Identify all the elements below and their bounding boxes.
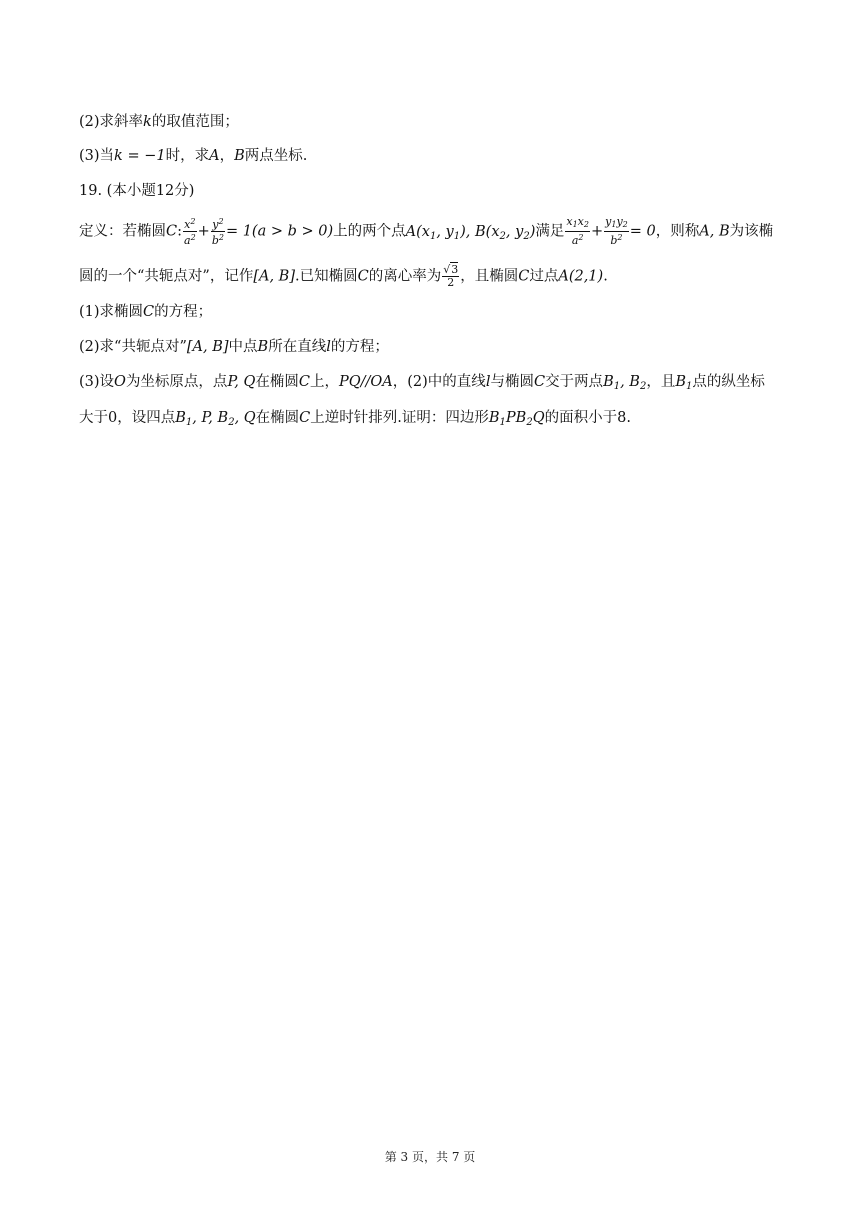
- line2-text-b: .已知椭圆: [295, 268, 358, 285]
- point-a-21: A(2,1): [558, 268, 604, 285]
- sub3-ellipse-c2: C: [533, 374, 546, 390]
- line2-ellipse-c2: C: [518, 268, 530, 285]
- q3-text: 当: [99, 148, 115, 164]
- bracket-ab: [A, B]: [253, 268, 295, 285]
- q2-var-k: k: [143, 114, 152, 130]
- q3-point-b: B: [234, 148, 245, 164]
- line2-text-d: ，且椭圆: [460, 268, 519, 285]
- sub3-line2-text-a: 大于0，设四点: [79, 410, 176, 426]
- prev-question-2: [79, 111, 239, 133]
- fraction-y2-b2: $\frac{y^2}{b^2}$: [211, 217, 224, 247]
- sub3-parallel: PQ//OA: [338, 374, 393, 390]
- sub2-text-a: (2)求“共轭点对”: [79, 339, 187, 355]
- sub3-ellipse-c: C: [298, 374, 310, 390]
- sub3-quadrilateral: $B_1PB_2Q$: [488, 410, 545, 428]
- sub3-text-a: (3)设: [79, 374, 115, 390]
- q3-text-c: 两点坐标.: [244, 148, 308, 164]
- line2-period: .: [603, 268, 608, 285]
- sub1-text-b: 的方程；: [154, 304, 213, 320]
- problem-19-header: 19. (本小题12分): [79, 183, 195, 199]
- plus: +: [197, 223, 210, 240]
- sub2-text-c: 所在直线: [268, 339, 327, 355]
- q3-sep: ，: [219, 148, 235, 164]
- sub-question-1: [79, 301, 212, 323]
- def-text-d: ，则称: [655, 223, 700, 240]
- def-text-a: 定义：若椭圆: [79, 223, 166, 240]
- sub3-text-i: 点的纵坐标: [692, 374, 765, 390]
- q2-text: 求斜率: [99, 114, 144, 130]
- point-b-coords: $B(x_2$, $y_2$): [475, 223, 536, 242]
- sub-question-2: [79, 336, 389, 358]
- eccentricity-fraction: $\frac{√3}{2}$: [443, 263, 459, 289]
- sub3-line2-text-c: 上逆时针排列.证明：四边形: [310, 410, 489, 426]
- fraction-x2-a2: $\frac{x^2}{a^2}$: [184, 217, 196, 247]
- sub2-text-d: 的方程；: [330, 339, 389, 355]
- page-footer: 第 3 页，共 7 页: [384, 1150, 476, 1164]
- cond-eq: = 0: [629, 223, 656, 240]
- sub3-four-points: $B_1$, P, $B_2$, Q: [175, 410, 256, 428]
- sub3-line-l: l: [485, 374, 491, 390]
- q2-text-end: 的取值范围；: [151, 114, 239, 130]
- def-text-e: 为该椭: [729, 223, 774, 240]
- sub3-text-h: ，且: [646, 374, 676, 390]
- sub1-text-a: (1)求椭圆: [79, 304, 144, 320]
- def-text-b: 上的两个点: [333, 223, 406, 240]
- line2-text-a: 圆的一个“共轭点对”，记作: [79, 268, 254, 285]
- sub-question-3-line-2: [79, 407, 631, 434]
- q3-label: (3): [79, 148, 100, 164]
- sub2-point-b: B: [257, 339, 269, 355]
- pair-ab: A, B: [699, 223, 730, 240]
- sub3-text-e: ，(2)中的直线: [392, 374, 486, 390]
- q3-text-b: 时，求: [165, 148, 210, 164]
- definition-line-2: [79, 264, 608, 289]
- colon: :: [177, 223, 182, 240]
- sub3-origin-o: O: [114, 374, 126, 390]
- sub3-text-f: 与椭圆: [490, 374, 534, 390]
- sub3-line2-ellipse-c: C: [299, 410, 311, 426]
- fraction-y1y2-b2: $\frac{y_1y_2}{b^2}$: [605, 215, 628, 247]
- fraction-x1x2-a2: $\frac{x_1x_2}{a^2}$: [566, 215, 589, 247]
- sub3-text-b: 为坐标原点，点: [125, 374, 228, 390]
- sub1-ellipse-c: C: [143, 304, 155, 320]
- line2-text-e: 过点: [529, 268, 559, 285]
- sub3-text-c: 在椭圆: [255, 374, 299, 390]
- q2-label: (2): [79, 114, 100, 130]
- ellipse-c: C: [166, 223, 178, 240]
- point-a-coords: $A(x_1$, $y_1$),: [405, 223, 476, 242]
- sub2-bracket-ab: [A, B]: [186, 339, 229, 355]
- line2-text-c: 的离心率为: [368, 268, 442, 285]
- definition-line-1: 定义：若椭圆C: $\frac{x^2}{a^2}$ + $\frac{y^2}{b^2}$ = 1(a > b > 0)上的两个点$A(x_1$, $y_1$), $B(x_2$, $y_2$)满足 $\frac{x_1x_2}{a^2}$ + $\frac{y_1y_2}{b^2}$ = 0，则称A, B为该椭: [79, 215, 774, 247]
- sub3-points-b1b2: $B_1$, $B_2$: [603, 374, 647, 392]
- def-text-c: 满足: [535, 223, 565, 240]
- ellipse-condition: = 1(a > b > 0): [225, 223, 334, 240]
- sub3-line2-text-d: 的面积小于8.: [544, 410, 631, 426]
- sub3-text-d: 上，: [309, 374, 339, 390]
- sub2-line-l: l: [326, 339, 331, 355]
- sub3-text-g: 交于两点: [545, 374, 604, 390]
- sub3-line2-text-b: 在椭圆: [255, 410, 300, 426]
- sub-question-3-line-1: [79, 371, 765, 398]
- sub2-text-b: 中点: [228, 339, 258, 355]
- q3-point-a: A: [209, 148, 220, 164]
- sub3-points-pq: P, Q: [227, 374, 256, 390]
- line2-ellipse-c: C: [357, 268, 369, 285]
- sub3-point-b1: $B_1$: [675, 374, 693, 392]
- prev-question-3: [79, 145, 307, 167]
- q3-math: k = −1: [114, 148, 166, 164]
